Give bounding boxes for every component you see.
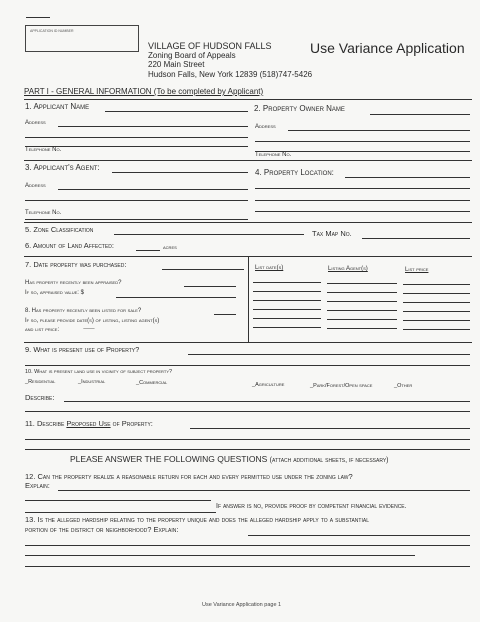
proposed-use-field-2[interactable] (25, 439, 470, 440)
present-use-label: 9. What is present use of Property? (25, 345, 140, 354)
park-label: Park/Forest/Open space (313, 383, 373, 389)
describe-label: Describe: (25, 393, 55, 402)
listing-cell-field[interactable] (253, 282, 321, 283)
acres-label: acres (163, 245, 177, 251)
owner-address-label: Address (255, 124, 276, 130)
agriculture-label: Agriculture (255, 382, 285, 388)
purchase-date-label: 7. Date property was purchased: (25, 260, 127, 269)
land-affected-label: 6. Amount of Land Affected: (25, 241, 114, 250)
owner-telephone-label: Telephone No. (255, 152, 292, 158)
listing-cell-field[interactable] (403, 293, 470, 294)
city-phone: Hudson Falls, New York 12839 (518)747-5426 (148, 70, 313, 79)
vicinity-question-text: 10. What is present land use in vicinity of subject property? (25, 369, 173, 375)
commercial-label: Commercial (139, 380, 168, 386)
question-12-field-2[interactable] (25, 500, 211, 501)
appraised-answer-field[interactable] (184, 286, 236, 287)
list-dates-header: List date(s) (255, 265, 284, 271)
question-12-field-1[interactable] (58, 490, 470, 491)
location-field-1[interactable] (345, 177, 470, 178)
listing-cell-field[interactable] (327, 283, 397, 284)
section-rule-1 (24, 160, 472, 161)
proposed-use-label (25, 420, 153, 428)
form-title: Use Variance Application (310, 40, 465, 56)
owner-address-field-1[interactable] (288, 130, 470, 131)
stamp-top-line (26, 17, 50, 18)
listed-question: 8. Has property recently been listed for sale? (25, 308, 142, 314)
appraised-question: Has property recently been appraised? (25, 280, 122, 286)
section-rule-2 (24, 222, 472, 223)
purchase-date-field[interactable] (162, 269, 244, 270)
proposed-use-pre: 11. Describe (25, 419, 67, 428)
zone-field[interactable] (114, 234, 304, 235)
village-name: VILLAGE OF HUDSON FALLS (148, 41, 272, 51)
listing-cell-field[interactable] (327, 328, 397, 329)
owner-name-field[interactable] (370, 114, 470, 115)
agent-telephone-field[interactable] (25, 219, 248, 220)
owner-telephone-field[interactable] (255, 151, 470, 152)
agent-address-field-1[interactable] (58, 189, 248, 190)
part-one-heading: PART I - GENERAL INFORMATION (To be completed by Applicant) (24, 87, 264, 96)
present-use-field-2[interactable] (25, 365, 470, 366)
question-12-note: If answer is no, provide proof by competent financial evidence. (216, 503, 407, 510)
listing-cell-field[interactable] (253, 309, 321, 310)
listing-cell-field[interactable] (403, 302, 470, 303)
question-13-field-2[interactable] (25, 545, 470, 546)
board-name: Zoning Board of Appeals (148, 51, 236, 60)
list-price-dash: ⸺ (83, 325, 95, 332)
proposed-use-field-1[interactable] (190, 428, 470, 429)
agriculture-option[interactable]: _Agriculture (252, 382, 285, 388)
list-price-header: List price (405, 267, 429, 273)
agent-telephone-label: Telephone No. (25, 210, 62, 216)
location-field-3[interactable] (255, 200, 470, 201)
agent-field[interactable] (112, 172, 248, 173)
present-use-field-1[interactable] (188, 354, 470, 355)
listing-cell-field[interactable] (403, 311, 470, 312)
residential-option[interactable]: _Residential (25, 379, 56, 385)
applicant-address-label: Address (25, 120, 46, 126)
land-affected-field[interactable] (136, 250, 160, 251)
vicinity-question (25, 370, 172, 376)
listing-cell-field[interactable] (253, 291, 321, 292)
location-field-4[interactable] (255, 211, 470, 212)
appraised-value-field[interactable] (116, 297, 236, 298)
questions-heading-note: (attach additional sheets, if necessary) (269, 457, 389, 464)
listing-cell-field[interactable] (253, 318, 321, 319)
street-address: 220 Main Street (148, 60, 205, 69)
park-option[interactable]: _Park/Forest/Open space (310, 383, 373, 389)
question-12-text: 12. Can the property realize a reasonable return for each and every permitted use under the zoning law? (25, 472, 353, 481)
part-one-rule (24, 99, 472, 100)
owner-name-label: 2. Property Owner Name (254, 104, 345, 113)
listing-cell-field[interactable] (253, 327, 321, 328)
appraised-value-label: If so, appraised value: $ (25, 290, 84, 296)
listing-cell-field[interactable] (403, 284, 470, 285)
proposed-use-post: of Property: (110, 419, 153, 428)
location-field-2[interactable] (255, 188, 470, 189)
application-id-label: APPLICATION ID NUMBER (30, 29, 74, 33)
applicant-address-field-1[interactable] (58, 126, 248, 127)
page-footer: Use Variance Application page 1 (202, 602, 282, 608)
industrial-label: Industrial (81, 379, 106, 385)
listing-cell-field[interactable] (253, 300, 321, 301)
applicant-name-label: 1. Applicant Name (25, 102, 90, 111)
question-12-field-3[interactable] (25, 512, 216, 513)
residential-label: Residential (28, 379, 56, 385)
question-12-explain-label: Explain: (25, 481, 50, 490)
questions-heading (70, 455, 389, 464)
listing-cell-field[interactable] (327, 301, 397, 302)
listing-cell-field[interactable] (327, 319, 397, 320)
industrial-option[interactable]: _Industrial (78, 379, 106, 385)
describe-field-2[interactable] (25, 411, 470, 412)
question-13-field-1[interactable] (248, 535, 470, 536)
question-13-field-4[interactable] (25, 566, 470, 567)
listing-agents-header: Listing Agent(s) (328, 266, 368, 272)
describe-field-1[interactable] (64, 401, 470, 402)
listing-cell-field[interactable] (403, 320, 470, 321)
proposed-use-field-3[interactable] (25, 449, 470, 450)
applicant-telephone-field[interactable] (25, 146, 248, 147)
applicant-telephone-label: Telephone No. (25, 147, 62, 153)
listing-cell-field[interactable] (403, 329, 470, 330)
other-option[interactable]: _Other (394, 383, 413, 389)
section-rule-4 (24, 342, 472, 343)
other-label: Other (397, 383, 413, 389)
agent-address-label: Address (25, 183, 46, 189)
location-label: 4. Property Location: (255, 168, 334, 177)
tax-map-field[interactable] (362, 238, 470, 239)
question-13-line-2: portion of the district or neighborhood? Explain: (25, 525, 179, 534)
listed-provide-text: If so, please provide date(s) of listing, listing agent(s) (25, 318, 160, 324)
questions-heading-text: PLEASE ANSWER THE FOLLOWING QUESTIONS (70, 454, 268, 464)
agent-address-field-2[interactable] (25, 200, 248, 201)
listing-table-left-border (248, 257, 249, 342)
zone-label: 5. Zone Classification (25, 225, 94, 234)
listing-cell-field[interactable] (327, 292, 397, 293)
question-13-field-3[interactable] (25, 555, 415, 556)
applicant-address-field-2[interactable] (25, 137, 248, 138)
applicant-name-field[interactable] (105, 111, 248, 112)
listed-answer-field[interactable] (214, 314, 236, 315)
tax-map-label: Tax Map No. (312, 229, 352, 238)
owner-address-field-2[interactable] (255, 141, 470, 142)
listing-cell-field[interactable] (327, 310, 397, 311)
proposed-use-word: Proposed Use (66, 419, 111, 428)
commercial-option[interactable]: _Commercial (136, 380, 168, 386)
list-price-label: and list price: (25, 327, 60, 333)
agent-label: 3. Applicant's Agent: (25, 163, 100, 172)
question-13-line-1: 13. Is the alleged hardship relating to the property unique and does the alleged hardship apply to a substantial (25, 515, 369, 524)
